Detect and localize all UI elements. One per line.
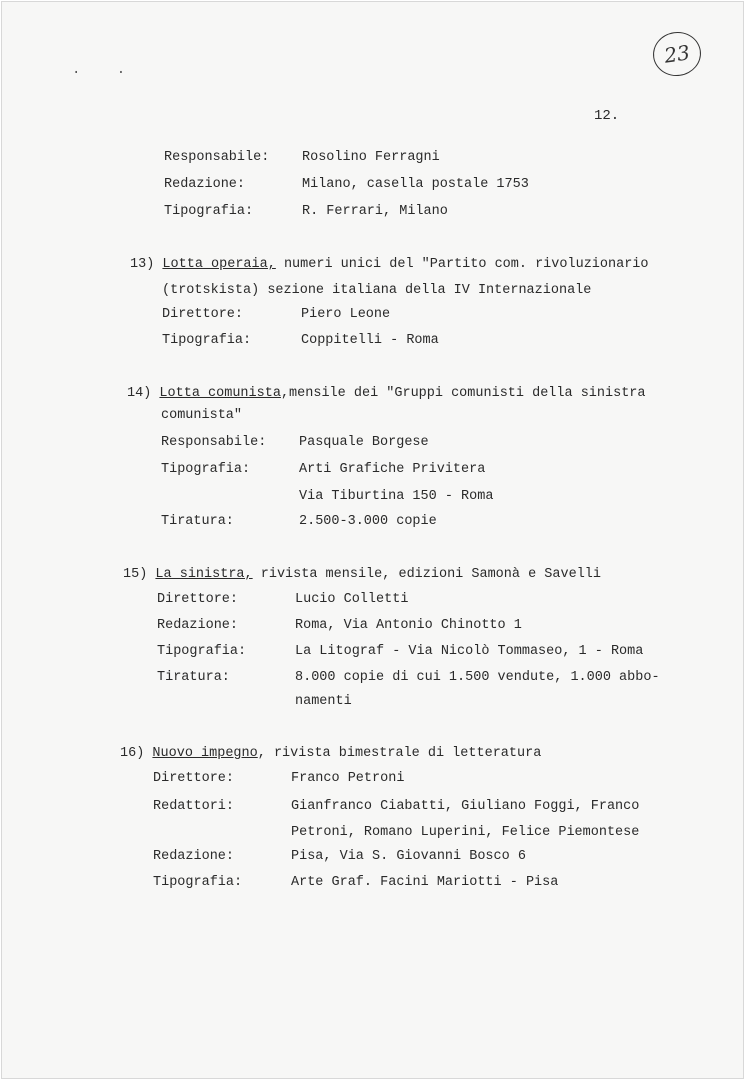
- entry-description: rivista mensile, edizioni Samonà e Savelli: [252, 567, 601, 582]
- row-label: Redazione:: [153, 849, 235, 864]
- row-value: 2.500-3.000 copie: [299, 514, 437, 529]
- entry-13-heading: [130, 256, 649, 274]
- page-stamp: 23: [650, 29, 704, 79]
- row-label: Direttore:: [153, 771, 235, 786]
- row-label: Responsabile:: [164, 150, 270, 165]
- page-number: 12.: [594, 108, 620, 124]
- entry-14-heading: [127, 385, 646, 403]
- entry-16-heading: [120, 745, 541, 763]
- entry-number: 13): [130, 257, 155, 272]
- row-value: Rosolino Ferragni: [302, 150, 440, 165]
- row-value: 8.000 copie di cui 1.500 vendute, 1.000 abbo-: [295, 670, 660, 685]
- row-label: Redazione:: [157, 618, 239, 633]
- row-label: Tipografia:: [164, 204, 254, 219]
- entry-number: 14): [127, 386, 152, 401]
- publication-title: Lotta operaia,: [162, 257, 276, 272]
- row-value: Coppitelli - Roma: [301, 333, 439, 348]
- row-label: Tipografia:: [157, 644, 247, 659]
- row-label: Responsabile:: [161, 435, 267, 450]
- row-label: Redazione:: [164, 177, 246, 192]
- entry-description: numeri unici del "Partito com. rivoluzionario: [275, 257, 649, 272]
- row-value: Arte Graf. Facini Mariotti - Pisa: [291, 875, 559, 890]
- entry-number: 15): [123, 567, 148, 582]
- row-label: Direttore:: [162, 307, 244, 322]
- row-value: Via Tiburtina 150 - Roma: [299, 489, 494, 504]
- row-value: Pisa, Via S. Giovanni Bosco 6: [291, 849, 526, 864]
- row-label: Tiratura:: [157, 670, 230, 685]
- row-value: La Litograf - Via Nicolò Tommaseo, 1 - Roma: [295, 644, 644, 659]
- entry-description-line: (trotskista) sezione italiana della IV Internazionale: [162, 283, 592, 298]
- row-value: Pasquale Borgese: [299, 435, 429, 450]
- entry-description: ,mensile dei "Gruppi comunisti della sinistra: [280, 386, 646, 401]
- row-label: Direttore:: [157, 592, 239, 607]
- entry-15-heading: [123, 566, 601, 584]
- row-label: Redattori:: [153, 799, 235, 814]
- entry-number: 16): [120, 746, 145, 761]
- row-value: Petroni, Romano Luperini, Felice Piemontese: [291, 825, 640, 840]
- entry-description: , rivista bimestrale di letteratura: [257, 746, 542, 761]
- entry-description-line: comunista": [161, 408, 243, 423]
- row-value: Milano, casella postale 1753: [302, 177, 529, 192]
- document-page: [1, 1, 744, 1079]
- margin-marks: . .: [72, 62, 140, 78]
- row-label: Tipografia:: [153, 875, 243, 890]
- row-value: namenti: [295, 694, 352, 709]
- publication-title: Lotta comunista: [159, 386, 281, 401]
- publication-title: La sinistra,: [155, 567, 253, 582]
- row-value: Arti Grafiche Privitera: [299, 462, 486, 477]
- row-value: Gianfranco Ciabatti, Giuliano Foggi, Franco: [291, 799, 640, 814]
- row-value: Lucio Colletti: [295, 592, 409, 607]
- publication-title: Nuovo impegno: [152, 746, 258, 761]
- row-value: R. Ferrari, Milano: [302, 204, 448, 219]
- row-value: Roma, Via Antonio Chinotto 1: [295, 618, 522, 633]
- row-label: Tipografia:: [161, 462, 251, 477]
- row-label: Tipografia:: [162, 333, 252, 348]
- row-label: Tiratura:: [161, 514, 234, 529]
- row-value: Franco Petroni: [291, 771, 405, 786]
- row-value: Piero Leone: [301, 307, 391, 322]
